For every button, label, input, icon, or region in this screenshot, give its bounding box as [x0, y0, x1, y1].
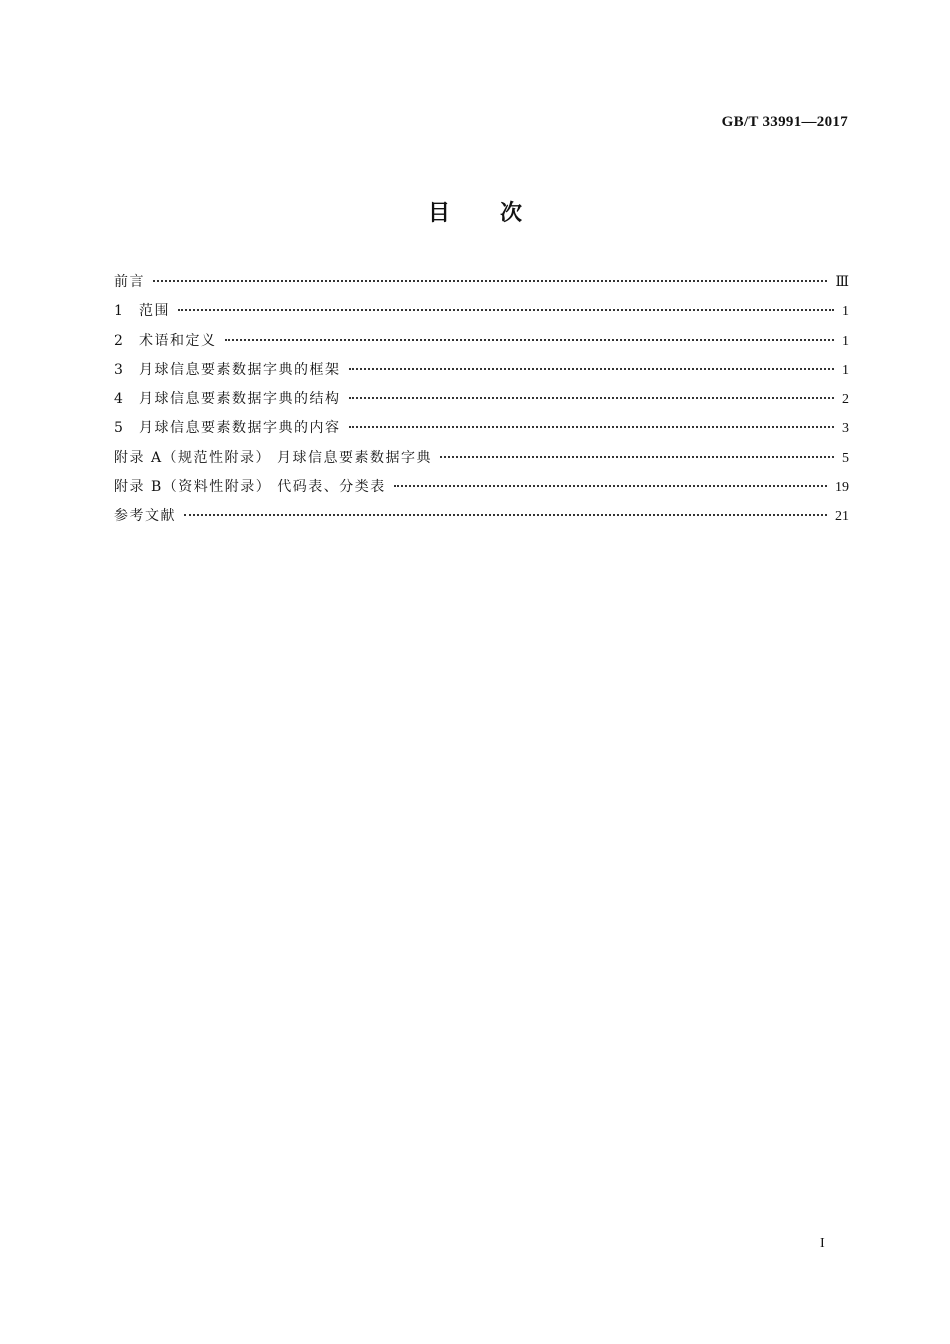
- toc-dot-leader: [394, 485, 827, 487]
- toc-dot-leader: [440, 456, 834, 458]
- toc-entry-page: 1: [842, 304, 849, 320]
- toc-entry-label: 月球信息要素数据字典的框架: [139, 361, 341, 378]
- toc-list: [114, 271, 849, 535]
- toc-entry-label: 范围: [139, 303, 170, 320]
- toc-entry-number: 2: [114, 332, 123, 349]
- toc-entry-appendix-b[interactable]: [114, 476, 849, 505]
- toc-entry-scope[interactable]: [114, 300, 849, 329]
- toc-entry-appendix-a[interactable]: [114, 447, 849, 476]
- toc-dot-leader: [349, 397, 835, 399]
- toc-entry-label: 附录 B（资料性附录） 代码表、分类表: [114, 479, 386, 496]
- toc-entry-label: 附录 A（规范性附录） 月球信息要素数据字典: [114, 449, 433, 466]
- toc-entry-number: 5: [114, 420, 123, 437]
- toc-entry-foreword[interactable]: [114, 271, 849, 300]
- toc-dot-leader: [349, 426, 835, 428]
- toc-entry-number: 4: [114, 391, 123, 408]
- toc-entry-structure[interactable]: [114, 388, 849, 417]
- toc-entry-framework[interactable]: [114, 359, 849, 388]
- toc-entry-number: 1: [114, 303, 123, 320]
- toc-entry-page: 2: [842, 392, 849, 408]
- toc-entry-page: 5: [842, 450, 849, 466]
- toc-dot-leader: [225, 339, 835, 341]
- toc-entry-references[interactable]: [114, 505, 849, 534]
- toc-dot-leader: [349, 368, 835, 370]
- toc-entry-label: 月球信息要素数据字典的内容: [139, 420, 341, 437]
- toc-entry-page: 3: [842, 421, 849, 437]
- toc-entry-number: 3: [114, 361, 123, 378]
- toc-entry-page: 1: [842, 333, 849, 349]
- toc-entry-page: 21: [835, 509, 849, 525]
- toc-dot-leader: [184, 514, 827, 516]
- toc-title: 目次: [427, 201, 572, 226]
- toc-entry-page: 19: [835, 480, 849, 496]
- toc-entry-terms[interactable]: [114, 330, 849, 359]
- toc-entry-content[interactable]: [114, 417, 849, 446]
- standard-number: GB/T 33991—2017: [721, 114, 848, 130]
- toc-entry-label: 月球信息要素数据字典的结构: [139, 391, 341, 408]
- page-number: I: [820, 1236, 825, 1251]
- toc-entry-label: 术语和定义: [139, 332, 217, 349]
- toc-entry-page: Ⅲ: [835, 275, 849, 290]
- toc-entry-label: 参考文献: [114, 508, 176, 525]
- toc-dot-leader: [153, 280, 827, 282]
- toc-dot-leader: [178, 309, 834, 311]
- toc-entry-label: 前言: [114, 274, 145, 290]
- toc-entry-page: 1: [842, 362, 849, 378]
